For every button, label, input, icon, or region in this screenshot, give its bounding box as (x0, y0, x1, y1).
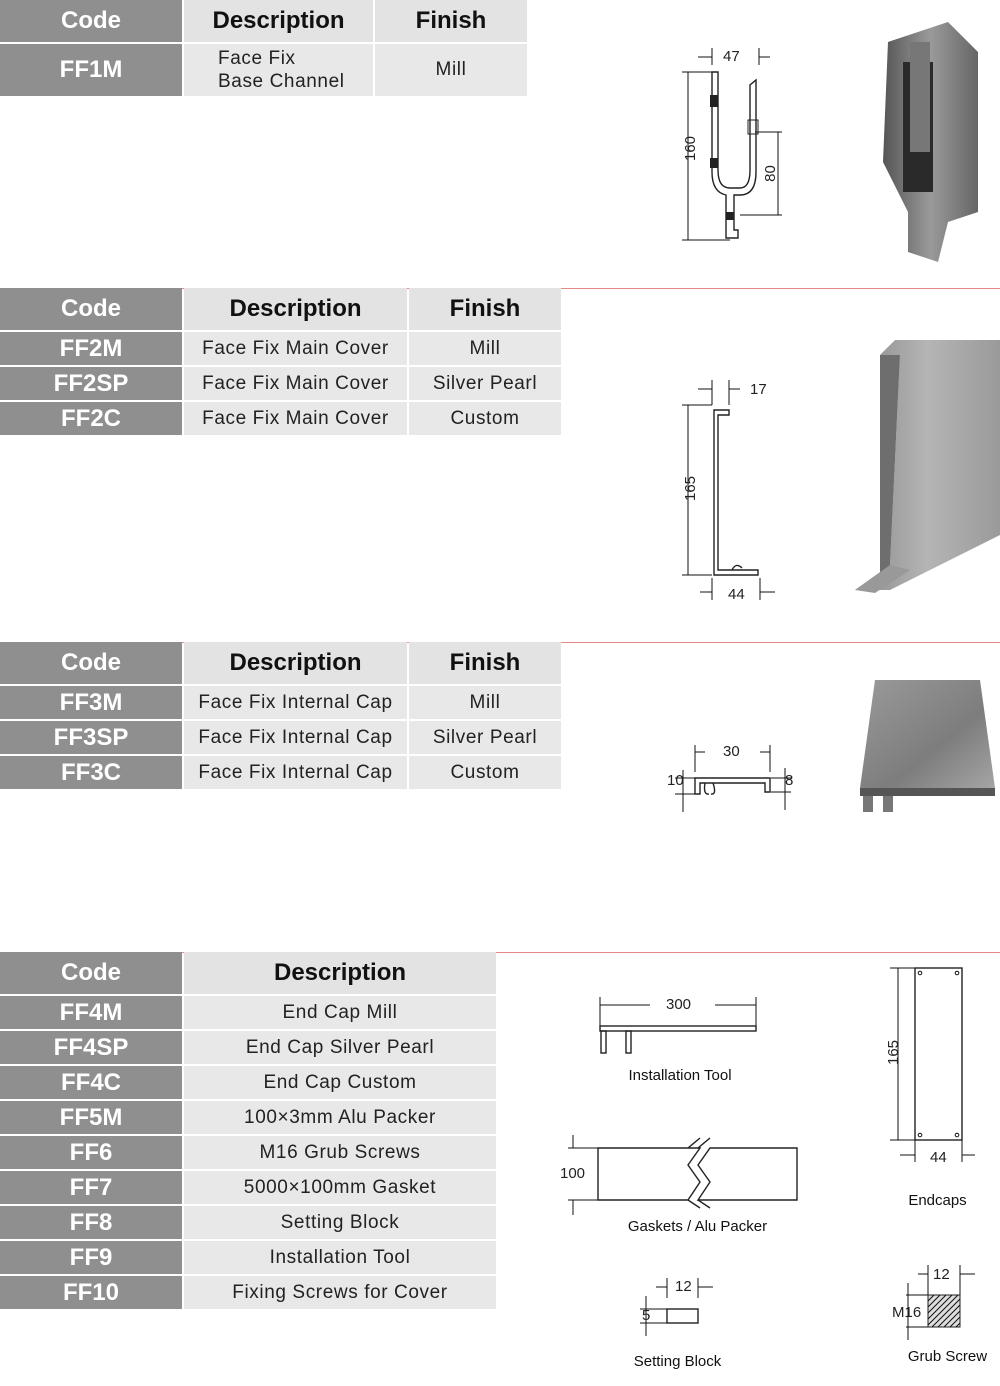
row-code: FF3SP (0, 721, 182, 754)
row-code: FF9 (0, 1241, 182, 1274)
dim-installation-tool: 300 (666, 996, 692, 1013)
internal-cap-photo (855, 678, 1000, 818)
row-description: Installation Tool (184, 1241, 496, 1274)
table-row (0, 1136, 496, 1169)
row-finish: Custom (409, 402, 561, 435)
row-description: Face Fix Internal Cap (184, 756, 407, 789)
row-description: Face Fix Internal Cap (184, 721, 407, 754)
table-row (0, 1276, 496, 1309)
row-description: Face Fix Main Cover (184, 332, 407, 365)
main-cover-photo (850, 335, 1000, 595)
header-finish: Finish (375, 0, 527, 42)
dim-right: 8 (785, 772, 794, 789)
table-row (0, 332, 561, 365)
table-row (0, 1241, 496, 1274)
row-code: FF5M (0, 1101, 182, 1134)
row-description: M16 Grub Screws (184, 1136, 496, 1169)
dim-endcap-width: 44 (930, 1149, 947, 1166)
description-line: Base Channel (218, 71, 345, 92)
table-row (0, 1171, 496, 1204)
dim-width: 47 (723, 48, 740, 65)
row-code: FF10 (0, 1276, 182, 1309)
dim-half: 80 (761, 165, 779, 182)
grub-screw-label: Grub Screw (907, 1348, 988, 1365)
base-channel-photo (878, 12, 998, 262)
dim-width: 30 (723, 743, 740, 760)
header-finish: Finish (409, 288, 561, 330)
dim-setting-block-height: 5 (642, 1307, 651, 1324)
row-description: Fixing Screws for Cover (184, 1276, 496, 1309)
table-row (0, 996, 496, 1029)
row-description: Face Fix Main Cover (184, 367, 407, 400)
header-description: Description (184, 952, 496, 994)
row-finish: Custom (409, 756, 561, 789)
table-row (0, 1206, 496, 1239)
header-description: Description (184, 642, 407, 684)
header-code: Code (0, 952, 182, 994)
header-description: Description (184, 0, 373, 42)
dim-endcap-height: 165 (885, 1039, 903, 1066)
row-finish: Silver Pearl (409, 721, 561, 754)
row-code: FF2SP (0, 367, 182, 400)
dim-height: 160 (682, 135, 700, 162)
row-code: FF2M (0, 332, 182, 365)
row-code: FF1M (0, 44, 182, 96)
table-ff2 (0, 286, 563, 437)
table-ff3 (0, 640, 563, 791)
row-finish: Silver Pearl (409, 367, 561, 400)
row-description: End Cap Custom (184, 1066, 496, 1099)
row-description (184, 44, 373, 96)
row-code: FF4SP (0, 1031, 182, 1064)
dim-grub-screw-width: 12 (933, 1266, 950, 1283)
row-code: FF7 (0, 1171, 182, 1204)
gasket-drawing (560, 1130, 810, 1220)
dim-left: 10 (667, 772, 684, 789)
dim-setting-block-width: 12 (675, 1278, 692, 1295)
row-description: End Cap Silver Pearl (184, 1031, 496, 1064)
row-description: Face Fix Main Cover (184, 402, 407, 435)
row-description: End Cap Mill (184, 996, 496, 1029)
gaskets-label: Gaskets / Alu Packer (627, 1218, 768, 1235)
dim-grub-screw-thread: M16 (892, 1304, 922, 1321)
row-code: FF3M (0, 686, 182, 719)
row-code: FF4M (0, 996, 182, 1029)
dim-gasket: 100 (560, 1165, 586, 1182)
dim-height: 165 (682, 475, 700, 502)
header-code: Code (0, 288, 182, 330)
setting-block-label: Setting Block (633, 1353, 722, 1370)
row-code: FF8 (0, 1206, 182, 1239)
table-row (0, 686, 561, 719)
table-row (0, 1066, 496, 1099)
installation-tool-label: Installation Tool (628, 1067, 732, 1084)
table-ff1 (0, 0, 529, 98)
header-description: Description (184, 288, 407, 330)
table-row (0, 756, 561, 789)
row-description: Setting Block (184, 1206, 496, 1239)
row-code: FF2C (0, 402, 182, 435)
endcaps-label: Endcaps (908, 1192, 967, 1209)
row-description: 100×3mm Alu Packer (184, 1101, 496, 1134)
row-description: Face Fix Internal Cap (184, 686, 407, 719)
row-finish: Mill (409, 686, 561, 719)
table-row (0, 44, 527, 96)
row-code: FF4C (0, 1066, 182, 1099)
table-row (0, 721, 561, 754)
row-finish: Mill (375, 44, 527, 96)
row-code: FF3C (0, 756, 182, 789)
table-row (0, 1031, 496, 1064)
dim-bottom: 44 (728, 586, 745, 603)
header-finish: Finish (409, 642, 561, 684)
table-row (0, 367, 561, 400)
row-description: 5000×100mm Gasket (184, 1171, 496, 1204)
description-line: Face Fix (218, 48, 296, 69)
row-code: FF6 (0, 1136, 182, 1169)
table-row (0, 402, 561, 435)
header-code: Code (0, 0, 182, 42)
row-finish: Mill (409, 332, 561, 365)
dim-top: 17 (750, 381, 767, 398)
table-ff4 (0, 950, 498, 1311)
header-code: Code (0, 642, 182, 684)
table-row (0, 1101, 496, 1134)
